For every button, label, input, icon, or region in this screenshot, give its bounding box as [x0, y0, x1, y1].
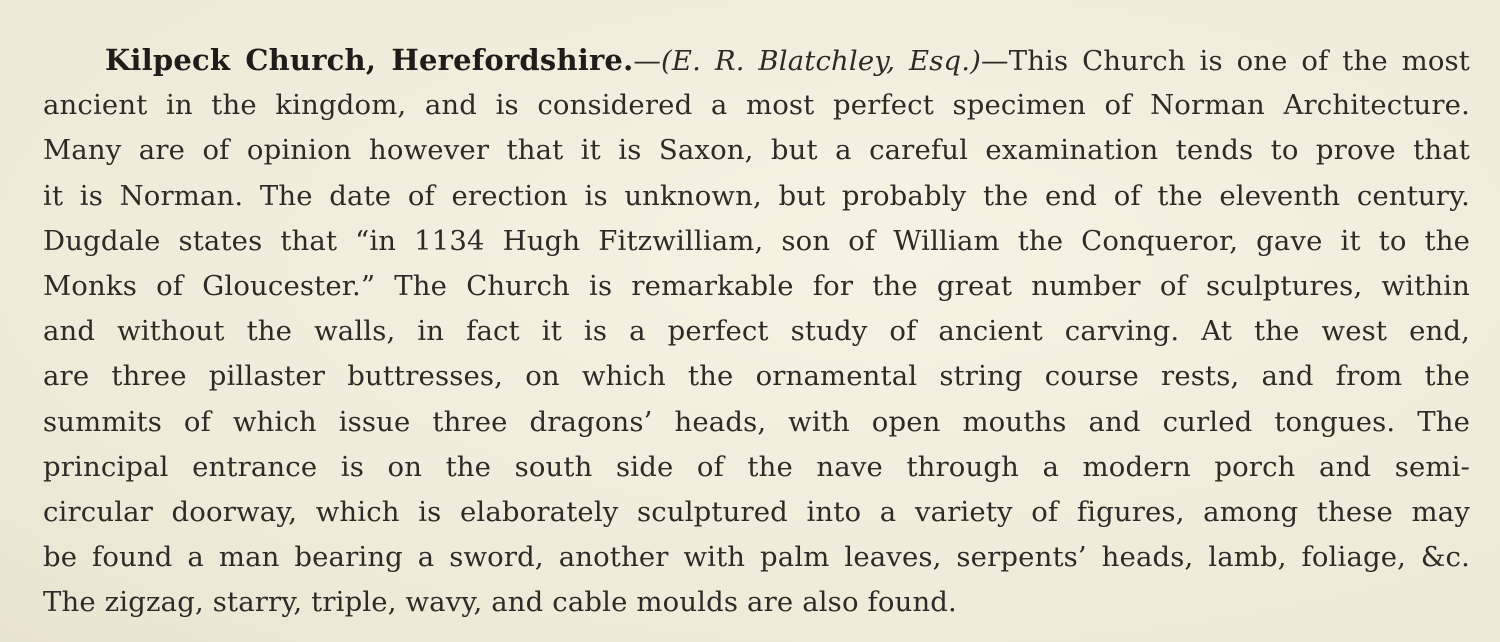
- text-line-1: [43, 38, 1470, 83]
- text-line-10: principal entrance is on the south side of the nave through a modern porch and semi-: [43, 450, 1470, 483]
- text-line-3: Many are of opinion however that it is Saxon, but a careful examination tends to prove that: [43, 134, 1470, 167]
- text-line-7: and without the walls, in fact it is a perfect study of ancient carving. At the west end,: [43, 315, 1470, 348]
- text-line-4: it is Norman. The date of erection is unknown, but probably the end of the eleventh century.: [43, 179, 1470, 212]
- text-line-12: be found a man bearing a sword, another with palm leaves, serpents’ heads, lamb, foliage, &c.: [43, 541, 1470, 574]
- text-line-13: The zigzag, starry, triple, wavy, and cable moulds are also found.: [43, 586, 957, 619]
- text-line-9: summits of which issue three dragons’ heads, with open mouths and curled tongues. The: [43, 405, 1470, 438]
- article-title: Kilpeck Church, Herefordshire.: [105, 43, 634, 77]
- text-line-6: Monks of Gloucester.” The Church is remarkable for the great number of sculptures, within: [43, 269, 1470, 302]
- text-line-8: are three pillaster buttresses, on which the ornamental string course rests, and from the: [43, 360, 1470, 393]
- text-line-11: circular doorway, which is elaborately sculptured into a variety of figures, among these may: [43, 495, 1470, 528]
- text-line-5: Dugdale states that “in 1134 Hugh Fitzwilliam, son of William the Conqueror, gave it to the: [43, 224, 1470, 257]
- text-line-2: ancient in the kingdom, and is considered a most perfect specimen of Norman Architecture.: [43, 89, 1470, 122]
- text-line-1-body: —This Church is one of the most: [981, 45, 1470, 77]
- article-author: —(E. R. Blatchley, Esq.): [633, 45, 982, 77]
